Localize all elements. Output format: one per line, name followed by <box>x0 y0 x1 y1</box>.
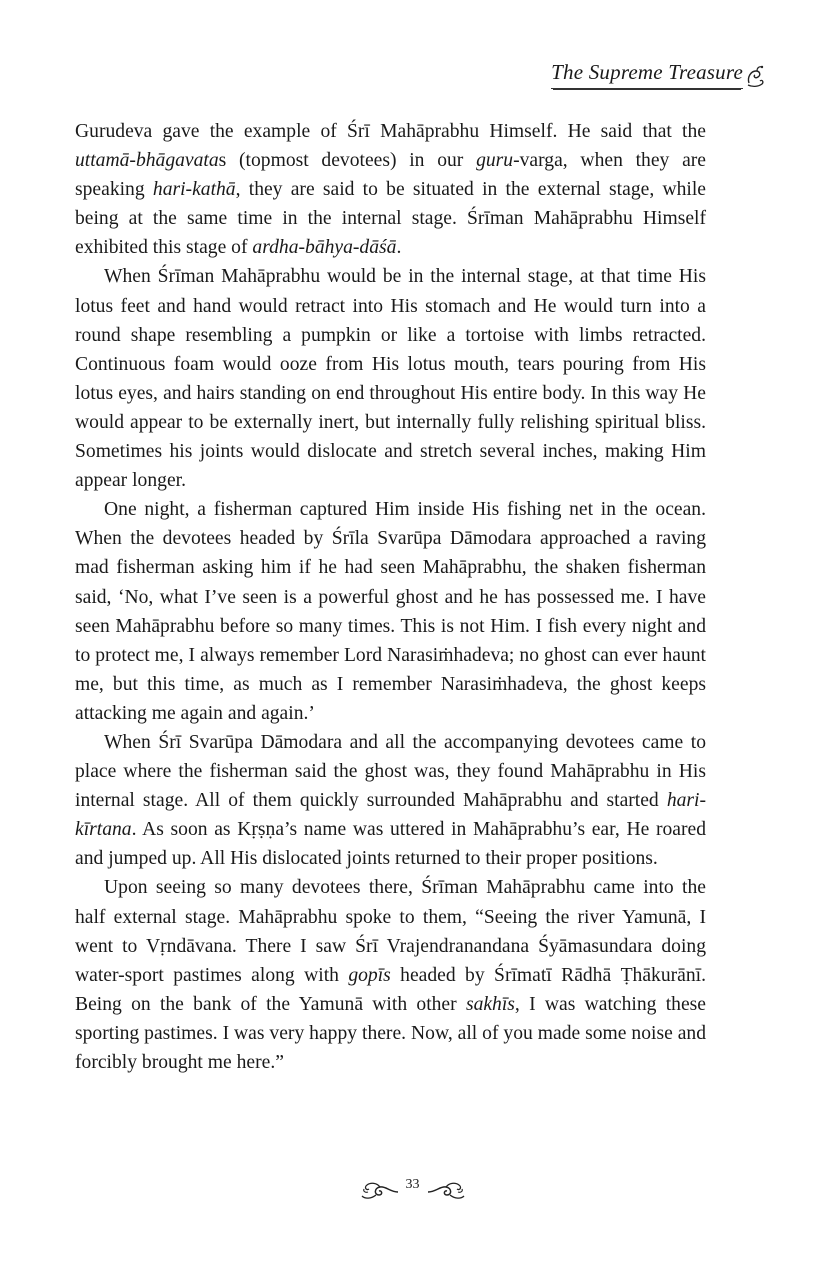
scroll-flourish-icon <box>745 63 765 89</box>
fleuron-right-icon <box>426 1180 466 1202</box>
paragraph <box>75 495 706 728</box>
paragraph <box>75 873 706 1077</box>
text-run: . As soon as Kṛṣṇa’s name was uttered in Mahāprabhu’s ear, He roared and jumped up. All His dislocated joints returned to their proper positions. <box>75 819 706 870</box>
text-run: , they are said to be situated in the external stage, while being at the same time in the internal stage. Śrīman Mahāprabhu Himself exhibited this stage of <box>75 179 706 259</box>
text-run: When Śrīman Mahāprabhu would be in the internal stage, at that time His lotus feet and hand would retract into His stomach and He would turn into a round shape resembling a pumpkin or like a tortoise with limbs retracted. Continuous foam would ooze from His lotus mouth, tears pouring from His lotus eyes, and hairs standing on end throughout His entire body. In this way He would appear to be externally inert, but internally fully relishing spiritual bliss. Sometimes his joints would dislocate and stretch several inches, making Him appear longer. <box>75 266 706 492</box>
text-run: When Śrī Svarūpa Dāmodara and all the accompanying devotees came to place where the fisherman said the ghost was, they found Mahāprabhu in His internal stage. All of them quickly surrounded Mahāprabhu and started <box>75 731 706 812</box>
paragraph <box>75 262 706 495</box>
text-run: headed by Śrīmatī Rādhā Ṭhākurānī. Being on the bank of the Yamunā with other <box>75 964 706 1015</box>
text-run: . <box>396 237 402 259</box>
page-number: 33 <box>405 1177 420 1192</box>
italic-term: uttamā-bhāgavata <box>75 150 219 172</box>
running-head-title: The Supreme Treasure <box>551 60 743 89</box>
italic-term: ardha-bāhya-dāśā <box>252 237 397 259</box>
text-run: One night, a fisherman captured Him inside His fishing net in the ocean. When the devotees headed by Śrīla Svarūpa Dāmodara approached a raving mad fisherman asking him if he had seen Mahāprabhu, the shaken fisherman said, ‘No, what I’ve seen is a powerful ghost and he has possessed me. I have seen Mahāprabhu before so many times. This is not Him. I fish every night and to protect me, I always remember Lord Narasiṁhadeva; no ghost can ever haunt me, but this time, as much as I remember Narasiṁhadeva, the ghost keeps attacking me again and again.’ <box>75 499 706 724</box>
italic-term: hari-kīrtana <box>75 790 706 841</box>
text-run: -varga, when they are speaking <box>75 150 706 201</box>
italic-term: gopīs <box>348 964 391 986</box>
text-run: Upon seeing so many devotees there, Śrīman Mahāprabhu came into the half external stage. Mahāprabhu spoke to them, “Seeing the river Yamunā, I went to Vṛndāvana. There I saw Śrī Vrajendranandana Śyāmasundara doing water-sport pastimes along with <box>75 877 706 986</box>
text-run: s (topmost devotees) in our <box>218 150 477 172</box>
paragraph <box>75 728 706 873</box>
italic-term: hari-kathā <box>152 179 236 201</box>
running-head <box>551 60 765 89</box>
italic-term: sakhīs <box>465 993 515 1015</box>
page-footer <box>0 1177 825 1202</box>
text-run: , I was watching these sporting pastimes. I was very happy there. Now, all of you made some noise and forcibly brought me here.” <box>75 993 706 1073</box>
text-run: Gurudeva gave the example of Śrī Mahāprabhu Himself. He said that the <box>75 121 706 142</box>
italic-term: guru <box>476 150 514 172</box>
paragraph <box>75 117 706 262</box>
body-text <box>75 117 706 1077</box>
fleuron-left-icon <box>360 1180 400 1202</box>
